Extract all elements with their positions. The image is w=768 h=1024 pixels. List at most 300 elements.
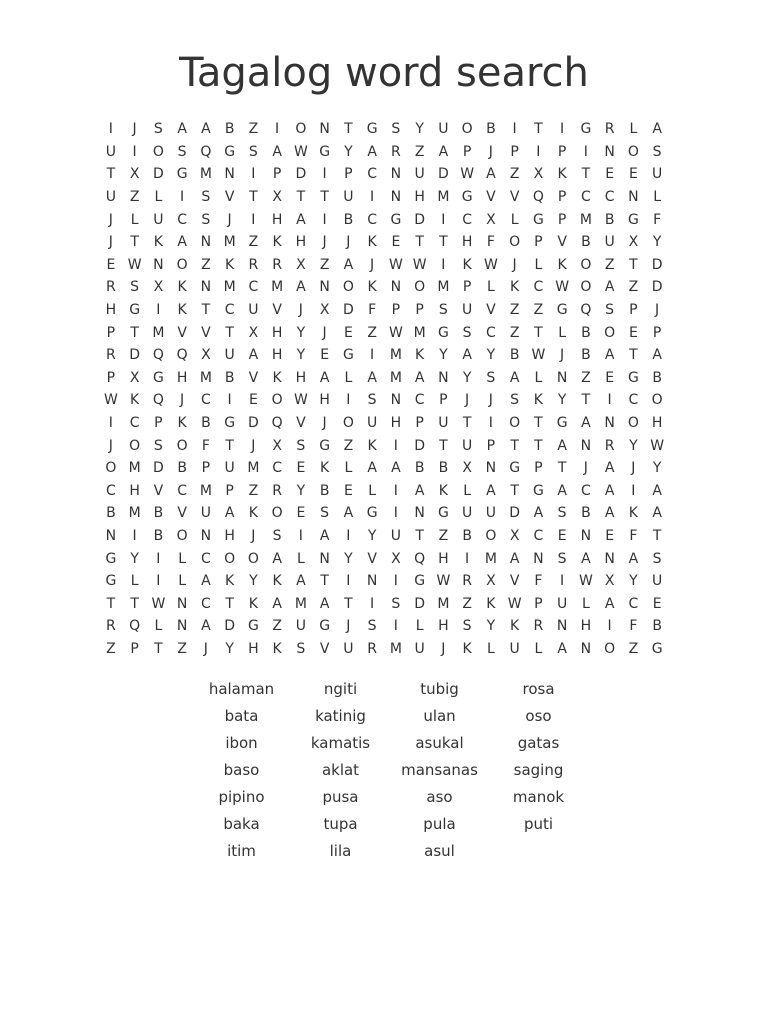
- grid-letter: C: [200, 550, 211, 567]
- grid-letter: N: [200, 234, 212, 251]
- grid-letter: Z: [628, 640, 639, 657]
- grid-letter: L: [534, 369, 543, 386]
- word-list-item: ngiti: [323, 680, 358, 698]
- grid-letter: F: [486, 234, 495, 251]
- word-list-item: bata: [224, 707, 259, 725]
- grid-row: [99, 208, 669, 231]
- grid-letter: I: [346, 527, 351, 544]
- grid-letter: A: [604, 347, 615, 364]
- grid-letter: E: [605, 527, 615, 544]
- grid-letter: A: [652, 482, 662, 499]
- grid-letter: Q: [152, 347, 164, 364]
- grid-letter: A: [604, 482, 615, 499]
- word-list-item: puti: [523, 815, 554, 833]
- grid-letter: I: [631, 482, 636, 499]
- grid-letter: L: [581, 595, 590, 612]
- grid-letter: P: [534, 234, 543, 251]
- grid-letter: T: [534, 121, 543, 138]
- grid-letter: J: [346, 234, 351, 251]
- grid-letter: P: [510, 143, 519, 160]
- grid-letter: S: [153, 437, 163, 454]
- word-list-item: manok: [512, 788, 565, 806]
- grid-letter: G: [152, 369, 164, 386]
- grid-letter: P: [557, 189, 567, 206]
- grid-letter: D: [152, 460, 164, 477]
- grid-row: [99, 276, 669, 299]
- grid-letter: T: [106, 595, 116, 612]
- grid-letter: P: [534, 460, 543, 477]
- grid-letter: K: [130, 392, 140, 409]
- grid-letter: A: [557, 640, 567, 657]
- grid-letter: N: [604, 415, 615, 432]
- grid-letter: V: [177, 324, 187, 341]
- grid-letter: J: [251, 527, 256, 544]
- grid-letter: G: [461, 189, 473, 206]
- grid-letter: B: [153, 505, 164, 522]
- grid-letter: J: [251, 437, 256, 454]
- grid-letter: S: [438, 302, 448, 319]
- grid-letter: U: [153, 211, 164, 228]
- grid-letter: W: [483, 256, 498, 273]
- grid-letter: F: [653, 211, 662, 228]
- word-list-item: asukal: [415, 734, 464, 752]
- grid-letter: H: [271, 324, 283, 341]
- grid-letter: A: [201, 618, 211, 635]
- grid-letter: X: [129, 369, 140, 386]
- grid-letter: X: [462, 460, 472, 477]
- grid-letter: U: [652, 166, 663, 183]
- grid-letter: X: [486, 211, 496, 228]
- grid-letter: X: [391, 550, 401, 567]
- grid-letter: V: [486, 302, 496, 319]
- grid-letter: C: [177, 211, 188, 228]
- grid-letter: B: [486, 121, 496, 138]
- grid-letter: B: [652, 618, 662, 635]
- grid-letter: U: [295, 618, 306, 635]
- grid-letter: V: [272, 302, 282, 319]
- grid-letter: J: [441, 640, 446, 657]
- grid-letter: G: [342, 347, 354, 364]
- grid-letter: X: [129, 166, 140, 183]
- grid-letter: J: [322, 234, 327, 251]
- grid-letter: Y: [249, 573, 258, 590]
- grid-letter: S: [248, 143, 258, 160]
- grid-letter: U: [509, 640, 520, 657]
- grid-letter: D: [224, 618, 236, 635]
- grid-letter: H: [295, 369, 307, 386]
- grid-letter: W: [103, 392, 118, 409]
- grid-letter: B: [604, 211, 615, 228]
- grid-letter: N: [485, 460, 497, 477]
- grid-letter: P: [534, 595, 543, 612]
- grid-letter: Y: [296, 347, 306, 364]
- grid-letter: E: [296, 460, 306, 477]
- grid-letter: B: [224, 121, 235, 138]
- grid-letter: T: [296, 189, 306, 206]
- grid-row: [99, 615, 669, 638]
- grid-letter: M: [247, 460, 260, 477]
- grid-letter: P: [629, 302, 638, 319]
- grid-letter: W: [151, 595, 166, 612]
- grid-letter: G: [319, 437, 331, 454]
- grid-letter: V: [177, 505, 187, 522]
- grid-letter: S: [201, 189, 211, 206]
- grid-letter: A: [414, 369, 425, 386]
- grid-letter: I: [370, 595, 375, 612]
- grid-letter: A: [319, 595, 330, 612]
- grid-letter: N: [604, 550, 615, 567]
- word-list-item: baso: [223, 761, 260, 779]
- grid-letter: A: [272, 550, 282, 567]
- grid-letter: Y: [296, 324, 306, 341]
- grid-letter: L: [415, 618, 424, 635]
- grid-letter: L: [629, 121, 638, 138]
- grid-letter: K: [225, 573, 235, 590]
- grid-letter: U: [343, 640, 354, 657]
- grid-letter: X: [296, 256, 306, 273]
- grid-letter: G: [247, 618, 259, 635]
- grid-letter: M: [223, 279, 236, 296]
- word-list-item: mansanas: [401, 761, 478, 779]
- grid-letter: G: [319, 143, 331, 160]
- grid-letter: D: [342, 302, 354, 319]
- grid-letter: R: [248, 256, 259, 273]
- grid-letter: M: [223, 234, 236, 251]
- grid-letter: Z: [319, 256, 330, 273]
- grid-letter: V: [153, 482, 164, 499]
- grid-letter: M: [389, 640, 402, 657]
- grid-row: [99, 321, 669, 344]
- grid-letter: L: [558, 324, 567, 341]
- grid-letter: X: [533, 166, 544, 183]
- grid-letter: D: [414, 211, 426, 228]
- grid-letter: J: [346, 618, 351, 635]
- grid-letter: U: [438, 415, 449, 432]
- grid-letter: G: [366, 121, 378, 138]
- grid-row: [99, 592, 669, 615]
- grid-letter: H: [176, 369, 188, 386]
- grid-letter: J: [583, 460, 588, 477]
- grid-letter: K: [248, 595, 258, 612]
- grid-letter: G: [437, 505, 449, 522]
- grid-letter: G: [509, 460, 521, 477]
- grid-letter: O: [176, 437, 188, 454]
- grid-letter: N: [580, 437, 592, 454]
- grid-letter: I: [393, 505, 398, 522]
- grid-letter: E: [106, 256, 116, 273]
- grid-letter: S: [605, 302, 615, 319]
- grid-letter: U: [248, 302, 259, 319]
- grid-letter: Z: [509, 324, 520, 341]
- word-list-item: asul: [424, 842, 455, 860]
- grid-letter: I: [156, 550, 161, 567]
- grid-letter: A: [509, 550, 520, 567]
- grid-letter: O: [485, 527, 497, 544]
- grid-letter: F: [534, 573, 543, 590]
- grid-letter: U: [462, 505, 473, 522]
- grid-letter: K: [557, 256, 567, 273]
- grid-letter: F: [368, 302, 377, 319]
- word-list-item: lila: [329, 842, 352, 860]
- grid-letter: P: [557, 211, 567, 228]
- grid-letter: O: [580, 256, 592, 273]
- grid-letter: S: [557, 505, 567, 522]
- grid-letter: T: [415, 234, 424, 251]
- grid-row: [99, 231, 669, 254]
- grid-letter: C: [272, 460, 283, 477]
- grid-letter: U: [462, 302, 473, 319]
- grid-letter: M: [437, 279, 450, 296]
- grid-letter: R: [106, 618, 116, 635]
- grid-letter: P: [106, 324, 116, 341]
- grid-letter: D: [651, 256, 663, 273]
- grid-letter: E: [296, 505, 306, 522]
- grid-letter: Z: [628, 279, 639, 296]
- word-list-item: ibon: [225, 734, 258, 752]
- grid-letter: S: [177, 143, 187, 160]
- grid-letter: C: [367, 211, 378, 228]
- grid-letter: T: [534, 415, 543, 432]
- grid-letter: W: [507, 595, 522, 612]
- grid-letter: B: [438, 460, 449, 477]
- grid-letter: U: [224, 347, 235, 364]
- word-list-item: baka: [223, 815, 260, 833]
- grid-letter: B: [581, 347, 591, 364]
- grid-letter: X: [272, 437, 282, 454]
- grid-letter: H: [295, 234, 307, 251]
- grid-letter: Z: [462, 595, 472, 612]
- grid-letter: S: [462, 324, 472, 341]
- grid-letter: J: [465, 392, 470, 409]
- grid-letter: Z: [414, 143, 425, 160]
- grid-letter: B: [581, 505, 591, 522]
- grid-letter: L: [534, 256, 543, 273]
- grid-letter: G: [580, 121, 592, 138]
- grid-letter: O: [271, 505, 283, 522]
- grid-letter: N: [556, 369, 568, 386]
- grid-letter: U: [105, 143, 116, 160]
- grid-letter: Z: [367, 324, 377, 341]
- grid-letter: I: [370, 347, 375, 364]
- grid-letter: L: [368, 482, 377, 499]
- grid-letter: B: [462, 527, 472, 544]
- letter-grid: [99, 118, 669, 660]
- grid-letter: J: [512, 256, 517, 273]
- grid-letter: C: [177, 482, 188, 499]
- grid-letter: K: [367, 437, 377, 454]
- grid-letter: O: [414, 279, 426, 296]
- grid-letter: O: [604, 640, 616, 657]
- grid-letter: I: [512, 121, 517, 138]
- grid-letter: K: [533, 392, 543, 409]
- grid-row: [99, 389, 669, 412]
- grid-letter: G: [366, 505, 378, 522]
- grid-letter: H: [224, 527, 235, 544]
- grid-letter: O: [295, 121, 307, 138]
- grid-letter: I: [132, 143, 137, 160]
- grid-letter: A: [296, 573, 306, 590]
- grid-letter: I: [132, 527, 137, 544]
- grid-row: [99, 254, 669, 277]
- grid-letter: A: [604, 595, 615, 612]
- grid-letter: L: [510, 211, 519, 228]
- grid-letter: L: [296, 550, 305, 567]
- grid-letter: T: [320, 573, 329, 590]
- grid-letter: Y: [629, 573, 638, 590]
- grid-letter: G: [224, 415, 236, 432]
- grid-letter: E: [391, 234, 401, 251]
- grid-letter: C: [604, 189, 615, 206]
- grid-letter: N: [414, 505, 425, 522]
- grid-letter: M: [199, 369, 212, 386]
- grid-letter: Y: [130, 550, 139, 567]
- grid-letter: K: [462, 640, 472, 657]
- grid-letter: A: [224, 505, 235, 522]
- word-list-item: oso: [525, 707, 552, 725]
- grid-letter: J: [132, 121, 137, 138]
- grid-letter: G: [224, 143, 236, 160]
- grid-letter: N: [628, 189, 639, 206]
- grid-letter: T: [344, 595, 353, 612]
- grid-letter: C: [414, 392, 425, 409]
- grid-letter: E: [320, 347, 330, 364]
- grid-letter: A: [604, 505, 615, 522]
- grid-row: [99, 412, 669, 435]
- grid-letter: F: [201, 437, 210, 454]
- grid-letter: O: [271, 392, 283, 409]
- grid-letter: J: [488, 392, 493, 409]
- grid-letter: R: [604, 121, 615, 138]
- grid-letter: Y: [415, 121, 424, 138]
- grid-letter: D: [129, 347, 141, 364]
- grid-letter: Z: [533, 302, 544, 319]
- grid-letter: J: [370, 256, 375, 273]
- grid-letter: O: [152, 143, 164, 160]
- grid-letter: I: [108, 415, 113, 432]
- word-list-item: aklat: [321, 761, 360, 779]
- grid-row: [99, 457, 669, 480]
- grid-letter: T: [225, 324, 234, 341]
- grid-letter: V: [248, 369, 259, 386]
- grid-letter: K: [177, 415, 187, 432]
- grid-letter: U: [343, 189, 354, 206]
- grid-letter: Q: [176, 347, 188, 364]
- grid-letter: L: [344, 460, 353, 477]
- grid-letter: O: [129, 437, 141, 454]
- grid-letter: C: [628, 595, 639, 612]
- grid-letter: K: [272, 369, 282, 386]
- grid-letter: E: [557, 527, 567, 544]
- grid-letter: I: [536, 143, 541, 160]
- grid-letter: K: [177, 302, 187, 319]
- grid-letter: K: [510, 618, 520, 635]
- grid-letter: S: [367, 618, 377, 635]
- grid-letter: I: [156, 573, 161, 590]
- word-list-item: ulan: [423, 707, 456, 725]
- grid-letter: N: [176, 618, 188, 635]
- grid-letter: I: [322, 211, 327, 228]
- grid-letter: L: [178, 550, 187, 567]
- grid-letter: Z: [509, 166, 520, 183]
- grid-letter: U: [224, 460, 235, 477]
- grid-letter: S: [652, 143, 662, 160]
- grid-letter: I: [275, 121, 280, 138]
- grid-letter: A: [367, 460, 377, 477]
- grid-letter: K: [415, 347, 425, 364]
- grid-letter: O: [509, 234, 521, 251]
- grid-letter: P: [557, 143, 567, 160]
- grid-letter: V: [509, 189, 520, 206]
- grid-letter: U: [414, 640, 425, 657]
- grid-letter: A: [248, 347, 259, 364]
- grid-letter: S: [462, 618, 472, 635]
- word-list-item: itim: [227, 842, 256, 860]
- grid-letter: I: [465, 550, 470, 567]
- grid-letter: B: [581, 234, 591, 251]
- grid-letter: T: [130, 324, 139, 341]
- grid-letter: M: [437, 189, 450, 206]
- grid-letter: N: [533, 550, 544, 567]
- grid-letter: A: [581, 415, 591, 432]
- word-list-item: tubig: [420, 680, 459, 698]
- grid-letter: A: [438, 143, 449, 160]
- grid-letter: T: [154, 640, 163, 657]
- grid-letter: B: [581, 324, 591, 341]
- grid-letter: I: [560, 573, 565, 590]
- grid-letter: T: [557, 460, 567, 477]
- grid-letter: J: [180, 392, 185, 409]
- grid-letter: N: [176, 595, 188, 612]
- grid-letter: P: [415, 302, 424, 319]
- grid-letter: I: [322, 166, 327, 183]
- grid-letter: W: [460, 166, 475, 183]
- grid-letter: Y: [225, 640, 234, 657]
- grid-row: [99, 480, 669, 503]
- grid-letter: Q: [580, 302, 592, 319]
- grid-letter: A: [604, 460, 615, 477]
- grid-letter: W: [412, 256, 427, 273]
- grid-letter: L: [463, 482, 472, 499]
- grid-letter: Z: [581, 369, 591, 386]
- grid-letter: I: [560, 121, 565, 138]
- grid-row: [99, 570, 669, 593]
- grid-letter: T: [225, 595, 234, 612]
- grid-letter: N: [105, 527, 117, 544]
- grid-letter: B: [177, 460, 187, 477]
- grid-letter: A: [367, 369, 377, 386]
- grid-letter: F: [629, 527, 638, 544]
- grid-letter: I: [441, 256, 446, 273]
- grid-row: [99, 434, 669, 457]
- grid-letter: X: [248, 324, 259, 341]
- grid-letter: A: [343, 256, 354, 273]
- grid-letter: Y: [296, 482, 306, 499]
- word-list-item: halaman: [208, 680, 275, 698]
- grid-letter: N: [366, 573, 378, 590]
- grid-letter: I: [583, 143, 588, 160]
- grid-letter: Z: [438, 527, 449, 544]
- grid-letter: N: [319, 279, 330, 296]
- word-list-item: gatas: [517, 734, 560, 752]
- grid-row: [99, 118, 669, 141]
- word-list-item: pipino: [218, 788, 265, 806]
- grid-letter: A: [296, 279, 306, 296]
- grid-letter: Q: [200, 143, 212, 160]
- grid-letter: L: [130, 211, 139, 228]
- grid-letter: D: [152, 166, 164, 183]
- grid-letter: G: [627, 211, 639, 228]
- grid-letter: Y: [486, 347, 496, 364]
